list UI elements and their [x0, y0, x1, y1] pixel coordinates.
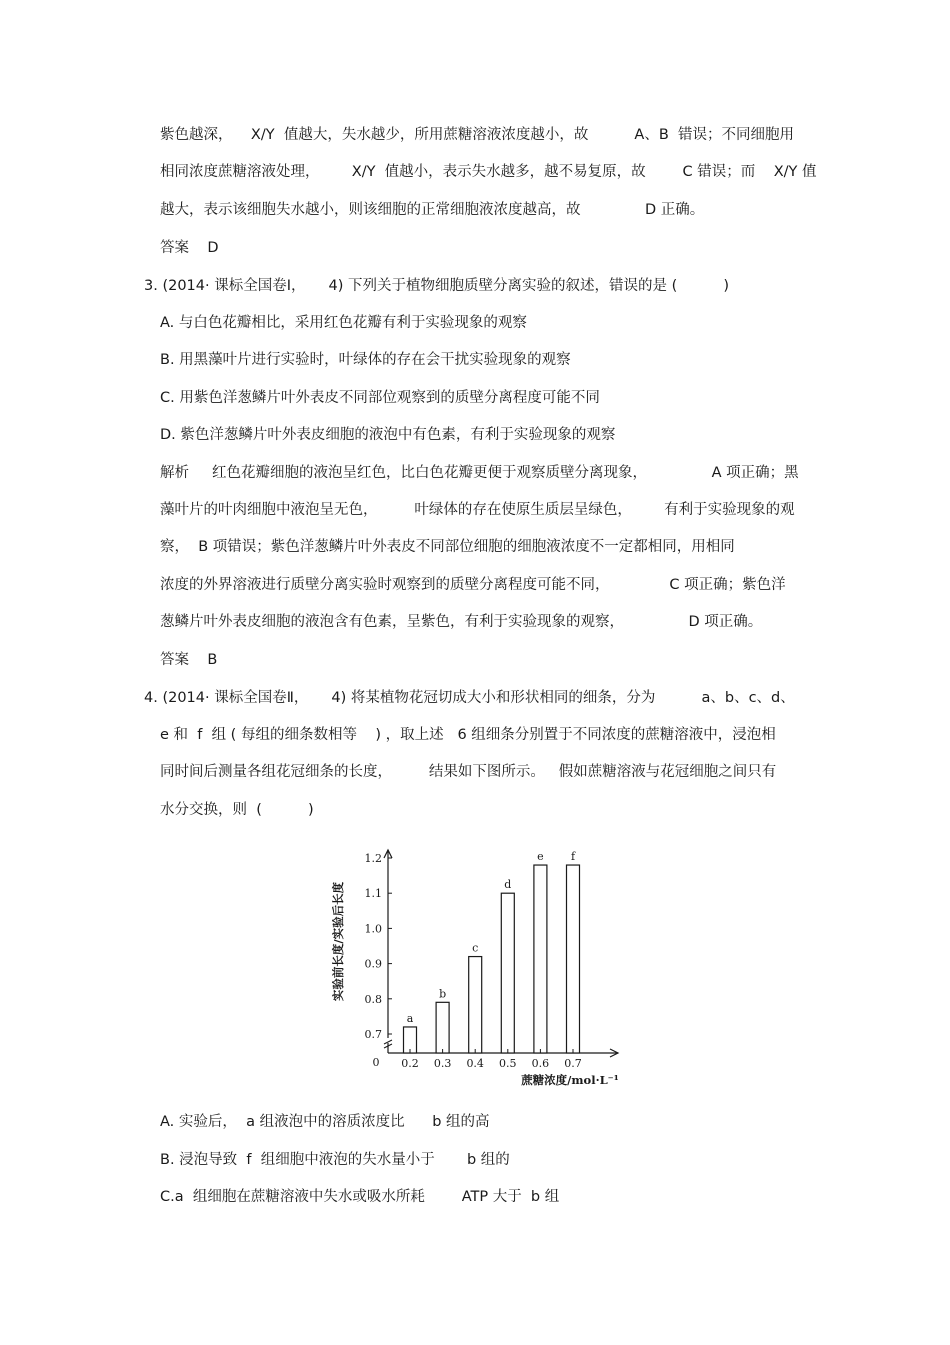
- x-tick-label: 0.3: [433, 1057, 452, 1070]
- x-tick-label: 0.6: [531, 1057, 550, 1070]
- q3-answer: 答案 B: [160, 652, 218, 668]
- bar: [501, 893, 514, 1053]
- y-tick-label: 0.8: [364, 992, 382, 1006]
- bar: [567, 865, 580, 1053]
- x-axis-label: 蔗糖浓度/mol·L⁻¹: [521, 1073, 619, 1087]
- q3-option-d: D. 紫色洋葱鳞片叶外表皮细胞的液泡中有色素，有利于实验现象的观察: [160, 427, 616, 443]
- bar: [469, 957, 482, 1053]
- question-4-stem: e 和 f 组 ( 每组的细条数相等 ) ，取上述 6 组细条分别置于不同浓度的蔗糖溶液中，浸泡相: [160, 727, 776, 743]
- bar-chart: [328, 838, 628, 1096]
- q3-explanation-line: 藻叶片的叶肉细胞中液泡呈无色， 叶绿体的存在使原生质层呈绿色， 有利于实验现象的观: [160, 502, 795, 518]
- q3-option-b: B. 用黑藻叶片进行实验时，叶绿体的存在会干扰实验现象的观察: [160, 352, 571, 368]
- x-tick-label: 0.2: [401, 1057, 419, 1070]
- x-tick-label: 0.7: [564, 1057, 582, 1070]
- bar-label: c: [472, 941, 479, 955]
- explanation-line: 相同浓度蔗糖溶液处理， X/Y 值越小，表示失水越多，越不易复原，故 C 错误；而 X/Y 值: [160, 164, 817, 180]
- q3-explanation-line: 解析 红色花瓣细胞的液泡呈红色，比白色花瓣更便于观察质壁分离现象， A 项正确；黑: [160, 465, 799, 481]
- explanation-line: 紫色越深， X/Y 值越大，失水越少，所用蔗糖溶液浓度越小，故 A、B 错误；不同细胞用: [160, 127, 795, 143]
- bar-label: f: [570, 850, 576, 864]
- question-4-stem: 同时间后测量各组花冠细条的长度， 结果如下图所示。 假如蔗糖溶液与花冠细胞之间只有: [160, 764, 777, 780]
- question-4-stem: 4. (2014· 课标全国卷Ⅱ， 4) 将某植物花冠切成大小和形状相同的细条，分为 a、b、c、d、: [144, 690, 795, 706]
- q3-option-a: A. 与白色花瓣相比，采用红色花瓣有利于实验现象的观察: [160, 315, 527, 331]
- y-tick-label: 1.1: [364, 887, 382, 901]
- x-tick-label: 0.5: [499, 1057, 517, 1070]
- y-tick-label: 1.2: [364, 852, 382, 865]
- q3-explanation-line: 浓度的外界溶液进行质壁分离实验时观察到的质壁分离程度可能不同， C 项正确；紫色洋: [160, 577, 786, 593]
- q3-explanation-line: 葱鳞片叶外表皮细胞的液泡含有色素，呈紫色，有利于实验现象的观察， D 项正确。: [160, 614, 763, 630]
- bar: [436, 1002, 449, 1053]
- q4-option-b: B. 浸泡导致 f 组细胞中液泡的失水量小于 b 组的: [160, 1152, 510, 1168]
- x-tick-label: 0.4: [466, 1057, 484, 1070]
- y-tick-label: 0.7: [364, 1028, 382, 1041]
- q3-option-c: C. 用紫色洋葱鳞片叶外表皮不同部位观察到的质壁分离程度可能不同: [160, 390, 600, 406]
- explanation-line: 越大，表示该细胞失水越小，则该细胞的正常细胞液浓度越高，故 D 正确。: [160, 202, 705, 218]
- question-4-stem: 水分交换，则 ( ): [160, 802, 314, 818]
- answer-line: 答案 D: [160, 240, 219, 256]
- y-axis-label: 实验前长度/实验后长度: [331, 881, 345, 1002]
- bar-label: e: [537, 850, 544, 864]
- bar: [534, 865, 547, 1053]
- q4-option-a: A. 实验后， a 组液泡中的溶质浓度比 b 组的高: [160, 1114, 490, 1130]
- bar-label: d: [504, 878, 512, 892]
- bar-label: a: [406, 1011, 414, 1025]
- question-3-stem: 3. (2014· 课标全国卷Ⅰ， 4) 下列关于植物细胞质壁分离实验的叙述，错误的是 ( ): [144, 278, 730, 294]
- q4-option-c: C.a 组细胞在蔗糖溶液中失水或吸水所耗 ATP 大于 b 组: [160, 1189, 560, 1205]
- q3-explanation-line: 察， B 项错误；紫色洋葱鳞片叶外表皮不同部位细胞的细胞液浓度不一定都相同，用相同: [160, 539, 735, 555]
- bar-label: b: [439, 987, 447, 1001]
- y-tick-label: 0.9: [364, 957, 382, 971]
- origin-label: 0: [372, 1056, 380, 1069]
- y-tick-label: 1.0: [364, 922, 382, 936]
